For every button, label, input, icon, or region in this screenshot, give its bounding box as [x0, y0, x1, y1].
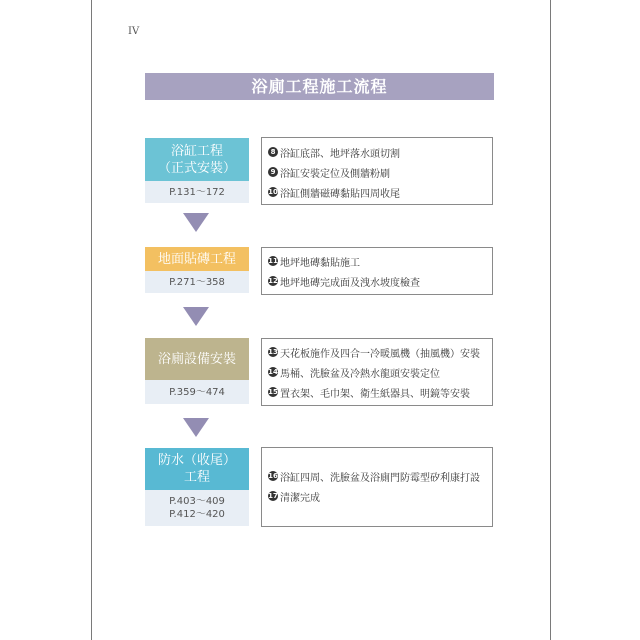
step-number-badge: 16 — [268, 472, 278, 480]
stage-name-line: 浴缸工程 — [170, 143, 223, 159]
stage-waterproofing — [145, 448, 249, 526]
stage-name-line: 浴廁設備安裝 — [157, 351, 236, 367]
step-item — [268, 342, 486, 362]
stage-waterproofing-header — [145, 448, 249, 490]
step-text: 浴缸側牆磁磚黏貼四周收尾 — [280, 188, 400, 200]
page-range: P.412～420 — [169, 509, 225, 520]
step-text: 浴缸安裝定位及側牆粉刷 — [280, 168, 390, 180]
stage-name-line: 地面貼磚工程 — [157, 251, 236, 267]
stage-pages — [145, 490, 249, 526]
page-title: 浴廁工程施工流程 — [145, 73, 494, 100]
stage-name-line: 工程 — [183, 470, 210, 485]
step-item — [268, 251, 486, 271]
step-item — [268, 486, 486, 506]
step-item — [268, 162, 486, 182]
stage-floor-tile-header — [145, 247, 249, 271]
step-item — [268, 466, 486, 486]
step-item — [268, 142, 486, 162]
flow-arrow-down-icon — [183, 213, 209, 232]
flow-arrow-down-icon — [183, 418, 209, 437]
stage-name-line: 防水（收尾） — [157, 453, 236, 468]
stage-bathtub-header — [145, 138, 249, 181]
step-number-badge: 14 — [268, 368, 278, 376]
stage-pages — [145, 181, 249, 203]
steps-box-bathtub — [261, 137, 493, 205]
page-range: P.403～409 — [169, 496, 225, 507]
page-range: P.131～172 — [169, 186, 225, 198]
step-number-badge: 10 — [268, 188, 278, 196]
step-text: 清潔完成 — [280, 492, 320, 504]
page-number: IV — [128, 26, 140, 37]
page-range: P.359～474 — [169, 386, 225, 398]
page-range: P.271～358 — [169, 276, 225, 288]
stage-pages — [145, 380, 249, 404]
step-text: 馬桶、洗臉盆及冷熱水龍頭安裝定位 — [280, 368, 440, 380]
step-number-badge: 12 — [268, 277, 278, 285]
steps-box-fixtures — [261, 338, 493, 406]
step-text: 置衣架、毛巾架、衛生紙器具、明鏡等安裝 — [280, 388, 470, 400]
step-number-badge: 9 — [268, 167, 278, 177]
steps-box-waterproofing — [261, 447, 493, 527]
step-item — [268, 362, 486, 382]
step-text: 地坪地磚完成面及洩水坡度檢查 — [280, 277, 420, 289]
step-text: 地坪地磚黏貼施工 — [280, 257, 360, 269]
stage-bathtub — [145, 138, 249, 203]
step-number-badge: 8 — [268, 147, 278, 157]
step-number-badge: 11 — [268, 257, 278, 265]
step-text: 天花板施作及四合一冷暖風機（抽風機）安裝 — [280, 348, 480, 360]
step-item — [268, 271, 486, 291]
stage-floor-tile — [145, 247, 249, 293]
stage-name-line: （正式安裝） — [157, 160, 236, 176]
stage-fixtures — [145, 338, 249, 404]
step-text: 浴缸底部、地坪落水頭切割 — [280, 148, 400, 160]
steps-box-floor-tile — [261, 247, 493, 295]
step-item — [268, 382, 486, 402]
step-text: 浴缸四周、洗臉盆及浴廁門防霉型矽利康打設 — [280, 472, 480, 484]
stage-pages — [145, 271, 249, 293]
stage-fixtures-header — [145, 338, 249, 380]
step-item — [268, 182, 486, 202]
step-number-badge: 13 — [268, 348, 278, 356]
flow-arrow-down-icon — [183, 307, 209, 326]
step-number-badge: 15 — [268, 388, 278, 396]
step-number-badge: 17 — [268, 492, 278, 500]
